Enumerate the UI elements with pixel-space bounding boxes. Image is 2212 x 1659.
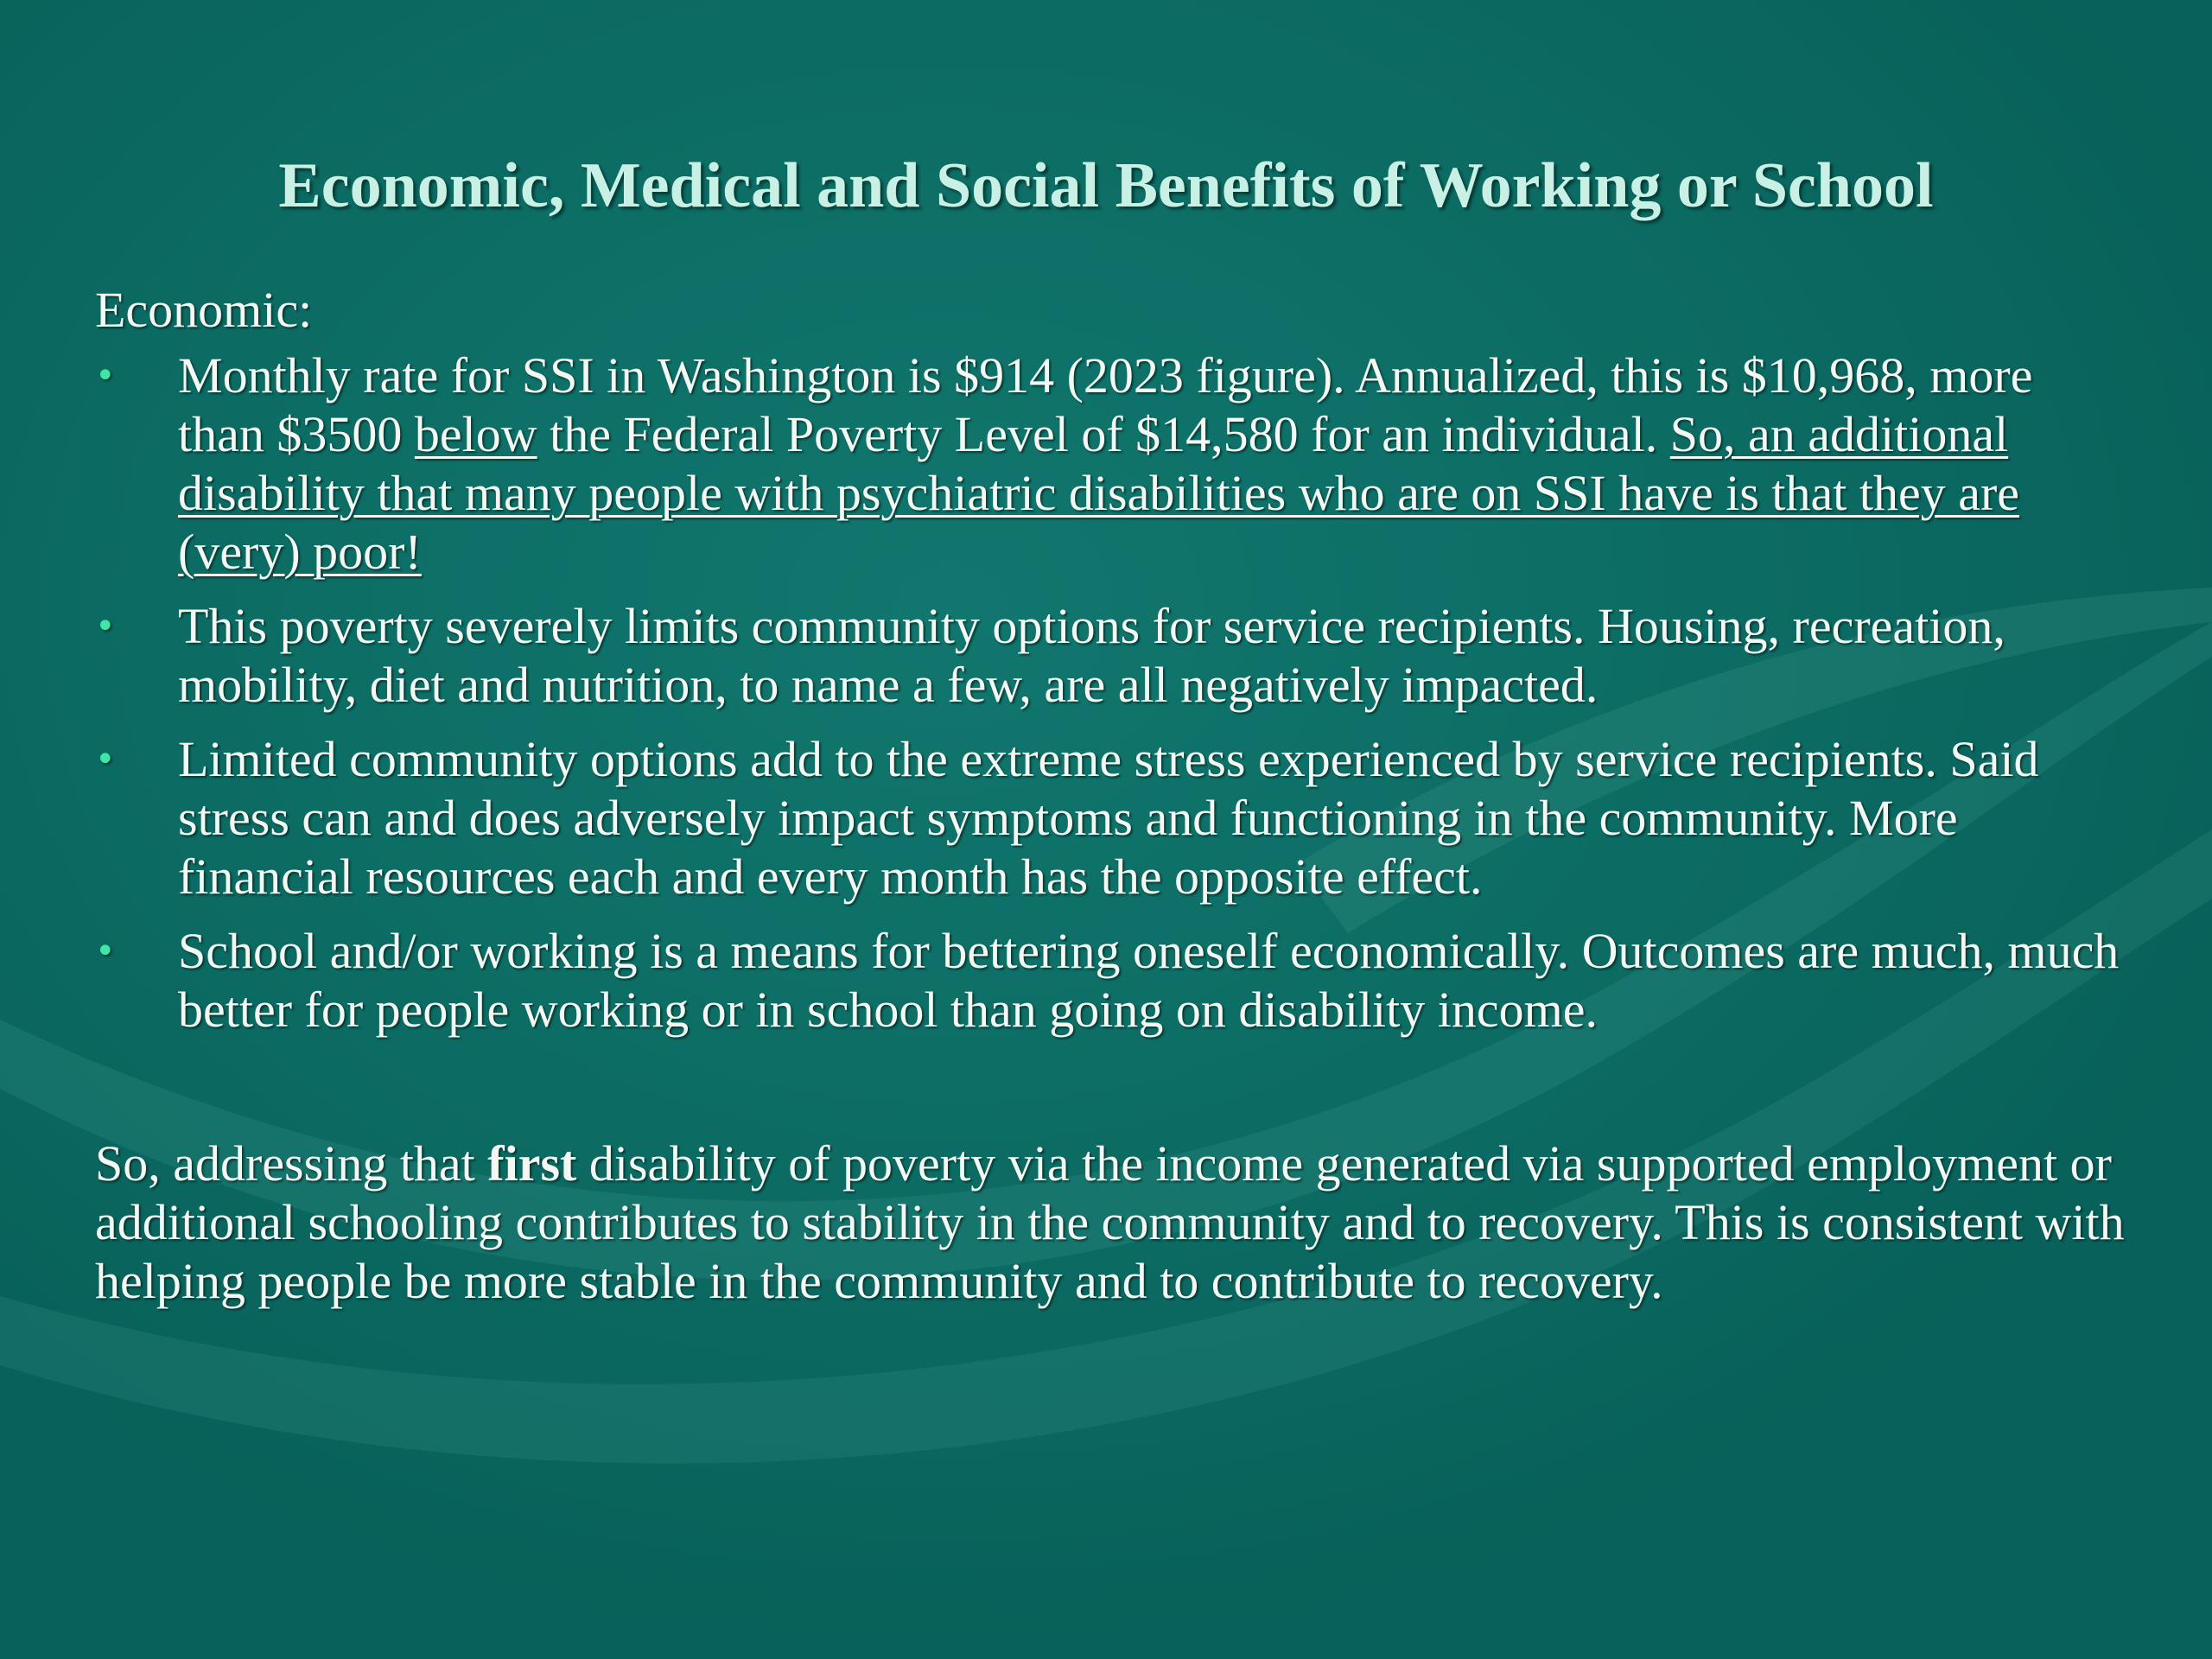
bullet-text: the Federal Poverty Level of $14,580 for an individual. [537, 406, 1670, 462]
bullet-text: Limited community options add to the extreme stress experienced by service recipients. Said stress can and does adversely impact symptoms and functioning in the community. More financial resources each and every month has the opposite effect. [178, 731, 2039, 905]
bullet-list [95, 346, 2126, 1039]
bullet-item [95, 597, 2126, 715]
bullet-item [95, 730, 2126, 906]
slide-body [95, 281, 2126, 1311]
bullet-text-underlined: So, an additional disability that many people with psychiatric disabilities who are on SSI have is that they are (very) poor! [178, 406, 2020, 580]
bullet-dot-icon: • [95, 356, 116, 396]
bullet-text: Monthly rate for SSI in Washington is $914 (2023 figure). Annualized, this is $10,968, more than $3500 [178, 347, 2033, 462]
bullet-dot-icon: • [95, 931, 116, 971]
bullet-text: School and/or working is a means for bettering oneself economically. Outcomes are much, much better for people working or in school than going on disability income. [178, 923, 2120, 1038]
bullet-text: This poverty severely limits community options for service recipients. Housing, recreation, mobility, diet and nutrition, to name a few, are all negatively impacted. [178, 598, 2005, 713]
bullet-item [95, 346, 2126, 582]
slide-title: Economic, Medical and Social Benefits of Working or School [278, 150, 1934, 221]
conclusion-bold-word: first [487, 1135, 577, 1192]
bullet-item [95, 922, 2126, 1039]
conclusion-paragraph [95, 1135, 2126, 1311]
conclusion-text-before: So, addressing that [95, 1135, 488, 1192]
section-heading-economic: Economic: [95, 282, 313, 338]
conclusion-text-after: disability of poverty via the income generated via supported employment or additional schooling contributes to stability in the community and to recovery. This is consistent with helping people be more stable in the community and to contribute to recovery. [95, 1135, 2125, 1309]
bullet-text-underlined: below [414, 406, 537, 462]
bullet-dot-icon: • [95, 740, 116, 779]
bullet-dot-icon: • [95, 607, 116, 646]
